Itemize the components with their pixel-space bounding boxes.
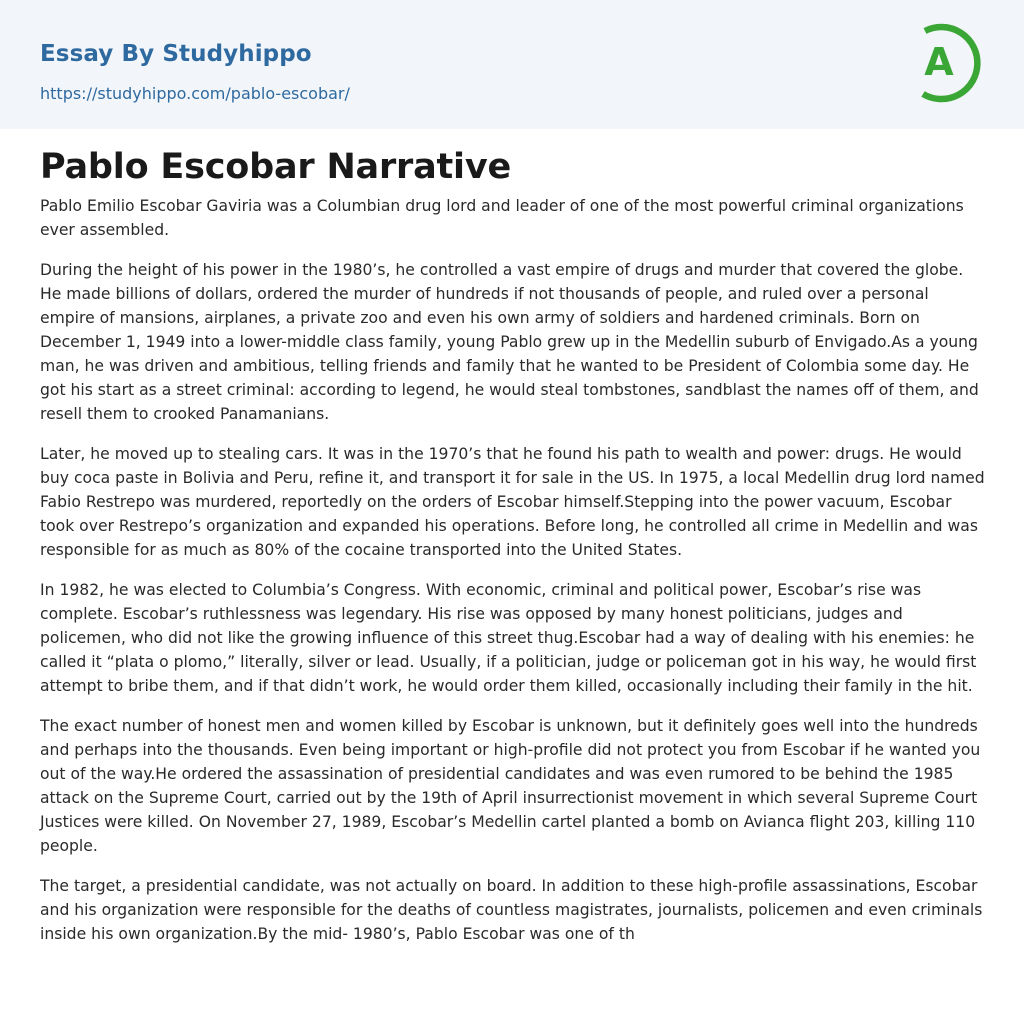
site-brand[interactable]: Essay By Studyhippo: [40, 41, 312, 67]
essay-paragraph: During the height of his power in the 1980’s, he controlled a vast empire of drugs and murder that covered the globe. He made billions of dollars, ordered the murder of hundreds if not thousands of people, and ruled over a personal empire of mansions, airplanes, a private zoo and even his own army of soldiers and hardened criminals. Born on December 1, 1949 into a lower-middle class family, young Pablo grew up in the Medellin suburb of Envigado.As a young man, he was driven and ambitious, telling friends and family that he wanted to be President of Colombia some day. He got his start as a street criminal: according to legend, he would steal tombstones, sandblast the names off of them, and resell them to crooked Panamanians.: [40, 261, 979, 423]
essay-paragraph: The exact number of honest men and women killed by Escobar is unknown, but it definitely goes well into the hundreds and perhaps into the thousands. Even being important or high-profile did not protect you from Escobar if he wanted you out of the way.He ordered the assassination of presidential candidates and was even rumored to be behind the 1985 attack on the Supreme Court, carried out by the 19th of April insurrectionist movement in which several Supreme Court Justices were killed. On November 27, 1989, Escobar’s Medellin cartel planted a bomb on Avianca flight 203, killing 110 people.: [40, 717, 981, 855]
logo-letter: A: [924, 40, 954, 84]
essay-url[interactable]: https://studyhippo.com/pablo-escobar/: [40, 84, 350, 103]
essay-paragraph: Later, he moved up to stealing cars. It was in the 1970’s that he found his path to wealth and power: drugs. He would buy coca paste in Bolivia and Peru, refine it, and transport it for sale in the US. In 1975, a local Medellin drug lord named Fabio Restrepo was murdered, reportedly on the orders of Escobar himself.Stepping into the power vacuum, Escobar took over Restrepo’s organization and expanded his operations. Before long, he controlled all crime in Medellin and was responsible for as much as 80% of the cocaine transported into the United States.: [40, 445, 985, 559]
essay-paragraph: The target, a presidential candidate, was not actually on board. In addition to these high-profile assassinations, Escobar and his organization were responsible for the deaths of countless magistrates, journalists, policemen and even criminals inside his own organization.By the mid- 1980’s, Pablo Escobar was one of th: [40, 877, 983, 943]
essay-paragraph: In 1982, he was elected to Columbia’s Congress. With economic, criminal and political power, Escobar’s rise was complete. Escobar’s ruthlessness was legendary. His rise was opposed by many honest politicians, judges and policemen, who did not like the growing influence of this street thug.Escobar had a way of dealing with his enemies: he called it “plata o plomo,” literally, silver or lead. Usually, if a politician, judge or policeman got in his way, he would first attempt to bribe them, and if that didn’t work, he would order them killed, occasionally including their family in the hit.: [40, 581, 977, 695]
site-header: [0, 0, 1024, 129]
essay-title: Pablo Escobar Narrative: [40, 147, 511, 187]
studyhippo-logo-icon[interactable]: [910, 18, 988, 106]
essay-content: [40, 140, 988, 962]
essay-paragraph: Pablo Emilio Escobar Gaviria was a Columbian drug lord and leader of one of the most powerful criminal organizations ever assembled.: [40, 197, 964, 239]
